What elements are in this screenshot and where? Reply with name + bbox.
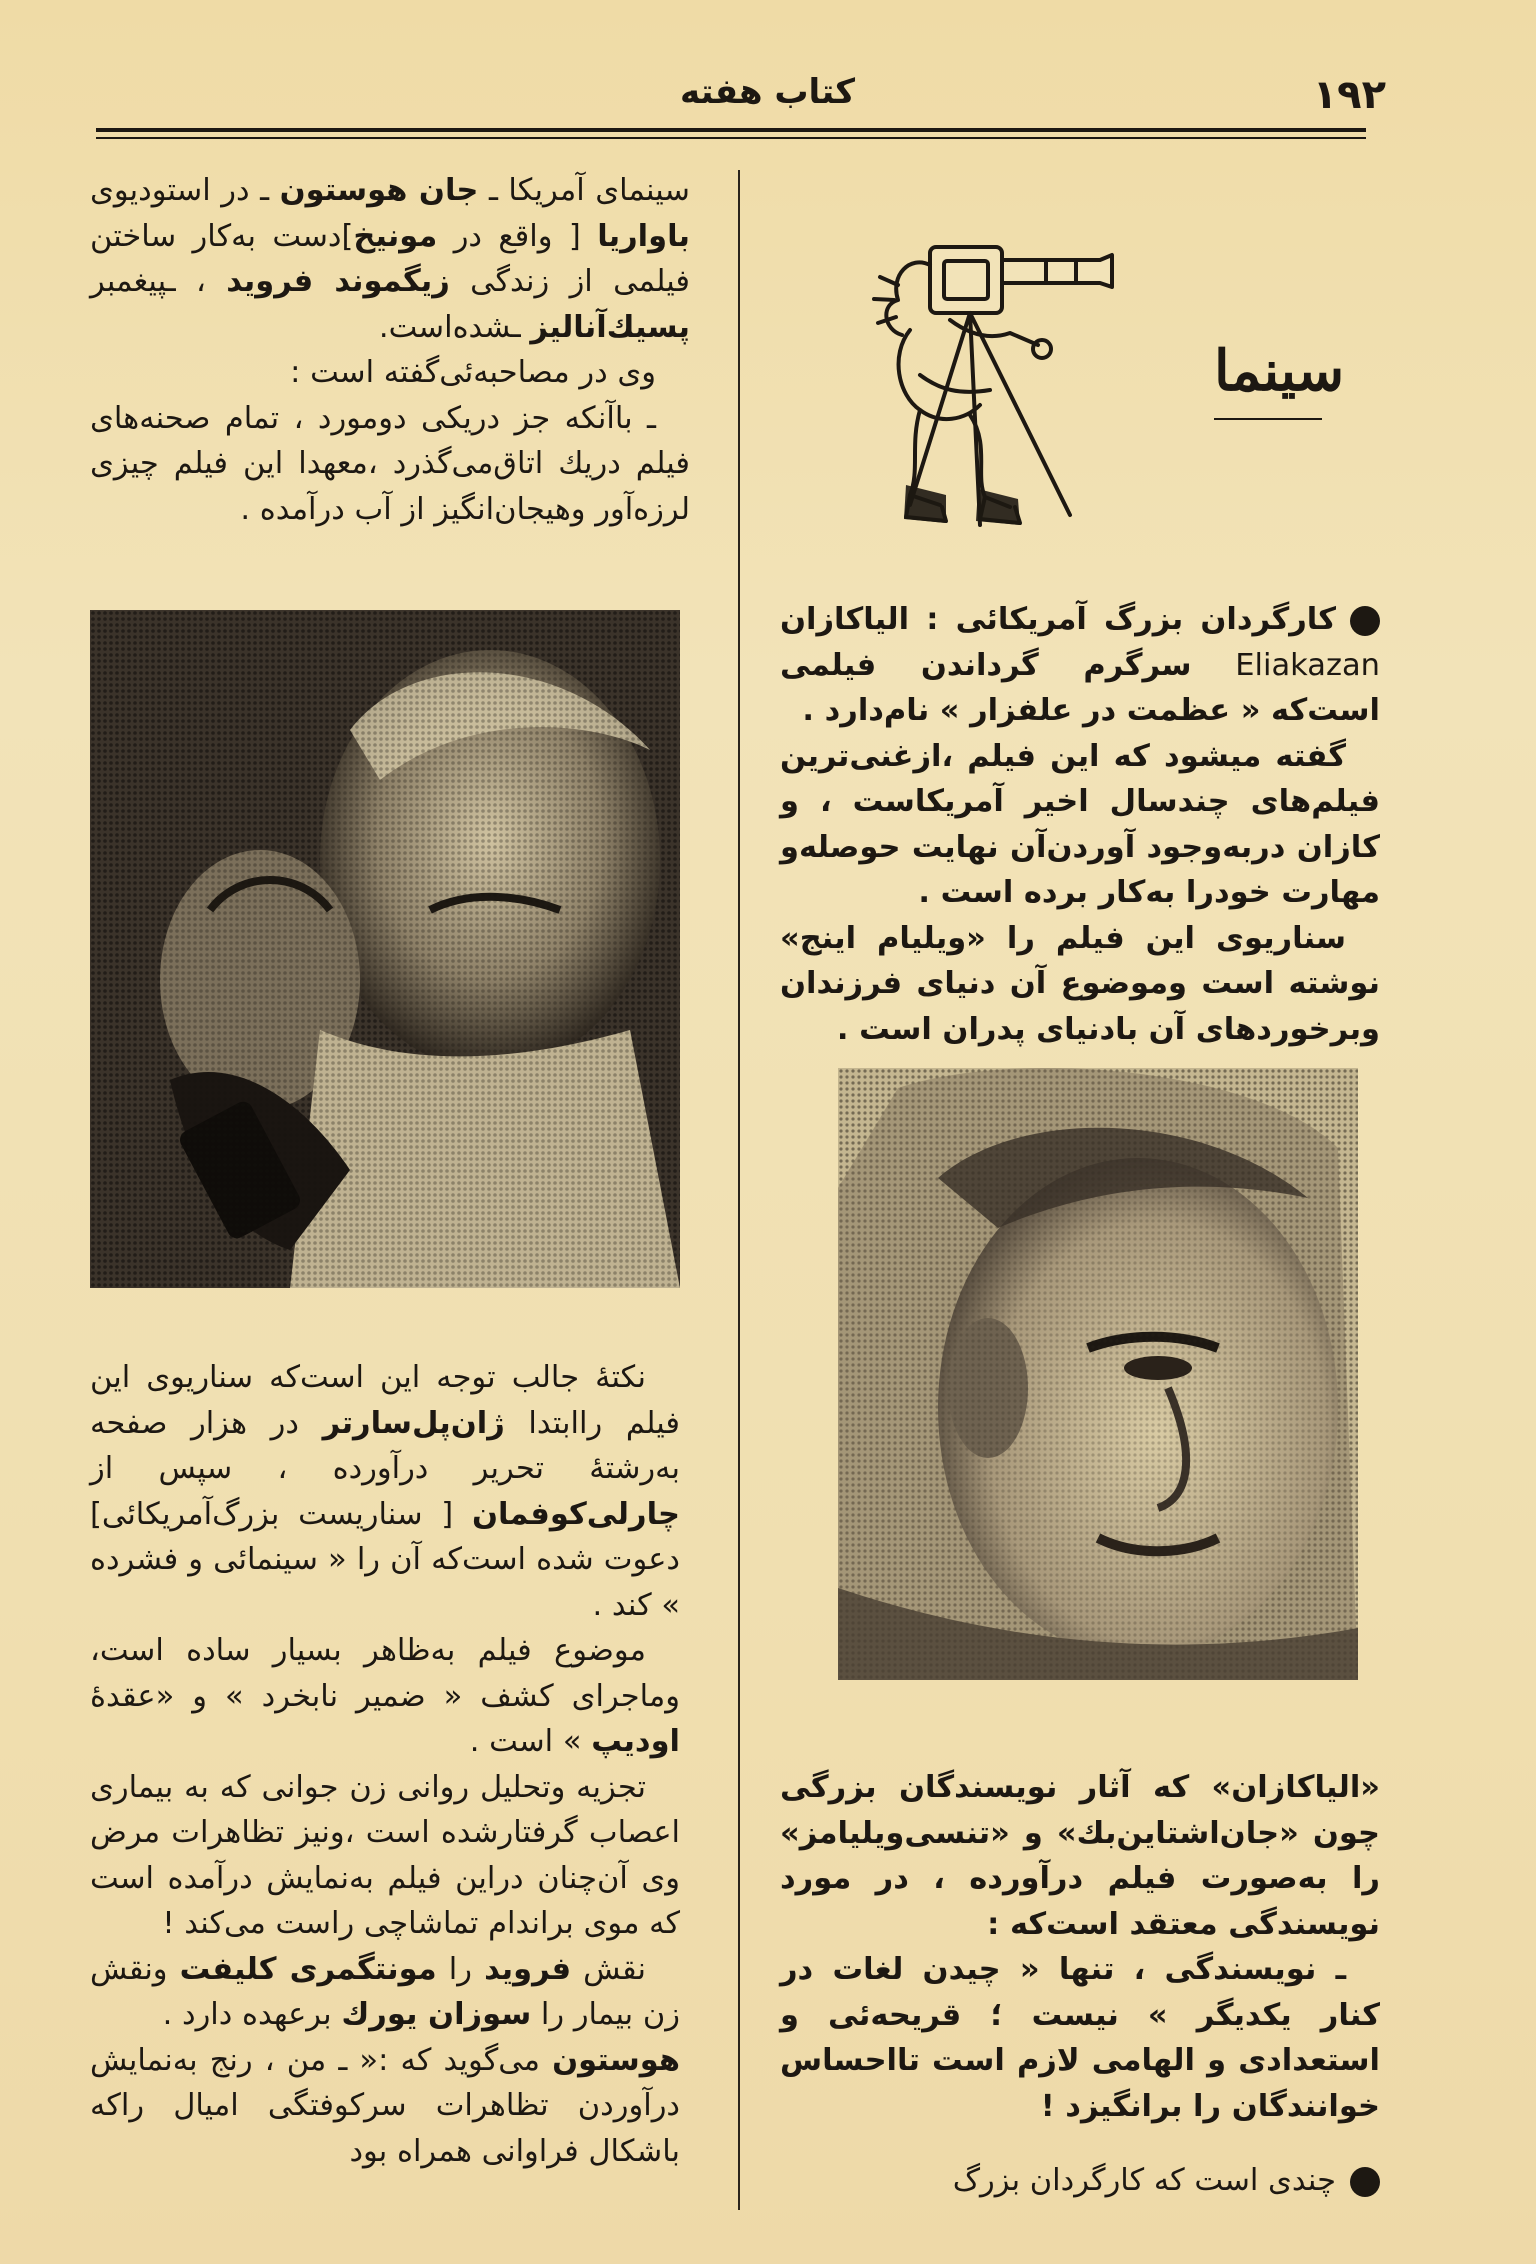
cast-paragraph: نقش فروید را مونتگمری کلیفت ونقش زن بیمار را سوزان یورك برعهده دارد . (90, 1951, 680, 2032)
bullet-icon (1350, 606, 1380, 636)
section-title-underline (1214, 418, 1322, 420)
running-title: کتاب هفته (680, 72, 855, 112)
sartre-paragraph: نکتهٔ جالب توجه این است‌که سناریوی این فیلم راابتدا ژان‌پل‌سارتر در هزار صفحه به‌رشتهٔ تحریر درآورده ، سپس از چارلی‌کوفمان [ سناریست بزرگ‌آمریکائی] دعوت شده است‌که آن را « سینمائی و فشرده » کند . (90, 1360, 681, 1623)
huston-paragraph-1: سینمای آمریکا ـ جان هوستون ـ در استودیوی باواریا [ واقع در مونیخ]دست به‌کار ساختن فیلمی از زندگی زیگموند فروید ، ـپیغمبر پسیك‌آنالیز ـشده‌است. (90, 173, 691, 345)
kazan-paragraph-2: گفته میشود که این فیلم ،ازغنی‌ترین فیلم‌های چندسال اخیر آمریکاست ، و کازان دربه‌وجود آوردن‌آن نهایت حوصله‌و مهارت خودرا به‌کار برده است . (780, 738, 1380, 910)
sartre-article (90, 1355, 680, 2174)
page-number: ۱۹۲ (1312, 72, 1386, 118)
column-divider (738, 170, 740, 2210)
kazan-portrait-photo (838, 1068, 1358, 1680)
plot-paragraph-2: تجزیه وتحلیل روانی زن جوانی که به بیماری اعصاب گرفتارشده است ،ونیز تظاهرات مرض وی آن‌چنان دراین فیلم به‌نمایش درآمده است که موی براندام تماشاچی راست می‌کند ! (90, 1769, 680, 1941)
huston-paragraph-3: ـ باآنکه جز دریکی دومورد ، تمام صحنه‌های فیلم دریك اتاق‌می‌گذرد ،معهدا این فیلم چیزی لرزه‌آور وهیجان‌انگیز از آب درآمده . (90, 400, 690, 527)
next-item (780, 2158, 1380, 2204)
kazan-article (780, 597, 1380, 1052)
huston-article (90, 168, 690, 532)
kazan-quote-paragraph-2: ـ نویسندگی ، تنها « چیدن لغات در کنار یکدیگر » نیست ؛ قریحه‌ئی و استعدادی و الهامی لازم است تااحساس خوانندگان را برانگیزد ! (780, 1952, 1380, 2124)
section-title: سینما (1214, 338, 1345, 404)
kazan-paragraph-1: کارگردان بزرگ آمریکائی : الیاکازان Eliakazan سرگرم گرداندن فیلمی است‌که « عظمت در علفزار » نام‌دارد . (780, 602, 1380, 728)
kazan-quote-paragraph-1: «الیاکازان» که آثار نویسندگان بزرگی چون «جان‌اشتاین‌بك» و «تنسی‌ویلیامز» را به‌صورت فیلم درآورده ، در مورد نویسندگی معتقد است‌که : (780, 1770, 1380, 1942)
kazan-paragraph-3: سناریوی این فیلم را «ویلیام اینج» نوشته است وموضوع آن دنیای فرزندان وبرخوردهای آن بادنیای پدران است . (780, 920, 1380, 1047)
header-rule-thin (96, 137, 1366, 139)
kazan-quote-article (780, 1765, 1380, 2129)
cameraman-illustration (850, 225, 1150, 535)
bullet-icon (1350, 2167, 1380, 2197)
next-item-paragraph: چندی است که کارگردان بزرگ (780, 2158, 1380, 2204)
huston-paragraph-2: وی در مصاحبه‌ئی‌گفته است : (290, 355, 656, 390)
huston-photo (90, 610, 680, 1288)
header-rule-thick (96, 128, 1366, 132)
quote-paragraph: هوستون می‌گوید که :« ـ من ، رنج به‌نمایش درآوردن تظاهرات سرکوفتگی امیال راکه باشکال فراوانی همراه بود (90, 2042, 681, 2169)
plot-paragraph-1: موضوع فیلم به‌ظاهر بسیار ساده است، وماجرای کشف « ضمیر نابخرد » و «عقدهٔ اودیپ » است . (90, 1633, 680, 1759)
